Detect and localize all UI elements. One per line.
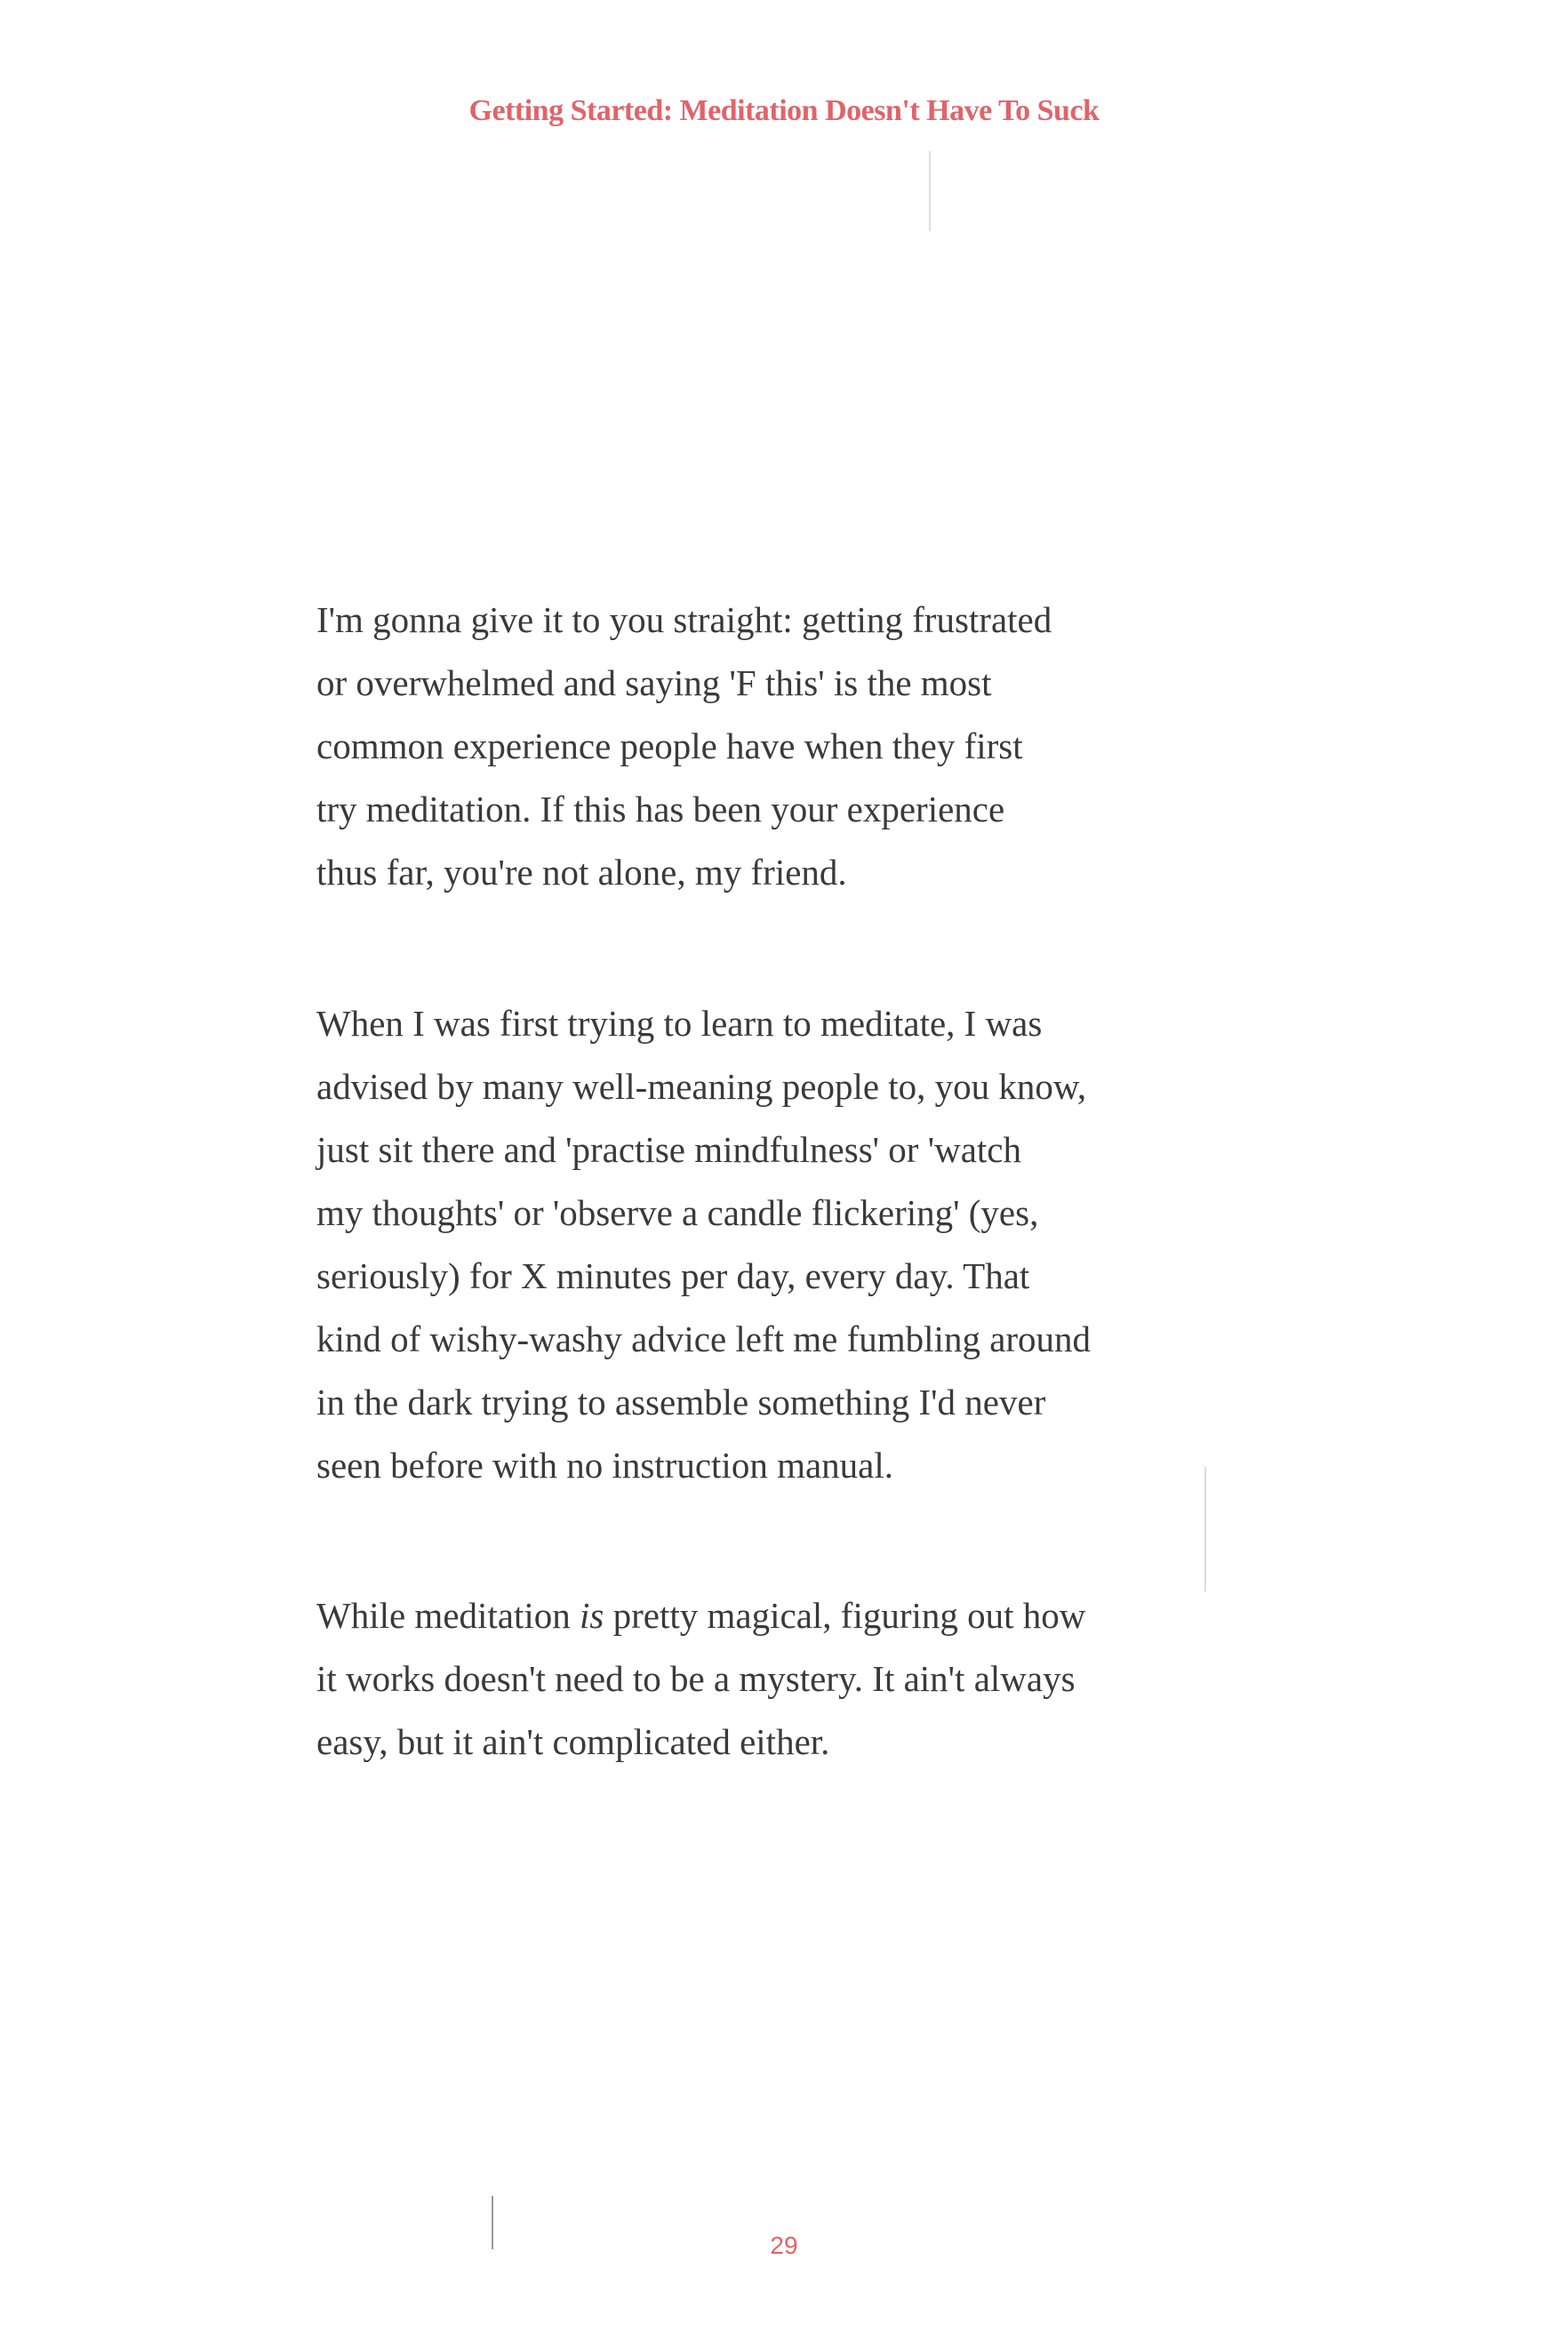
paragraph-1 (316, 589, 1052, 904)
emphasis-text: is (580, 1595, 604, 1636)
scan-artifact (492, 2196, 493, 2249)
text-segment: pretty magical, figuring out how (604, 1595, 1086, 1636)
text-line: common experience people have when they first (316, 725, 1023, 766)
text-line (316, 1584, 1085, 1647)
text-line: in the dark trying to assemble something I'd never (316, 1382, 1046, 1422)
text-line: easy, but it ain't complicated either. (316, 1721, 830, 1762)
paragraph-3 (316, 1584, 1085, 1774)
text-line: just sit there and 'practise mindfulness' or 'watch (316, 1129, 1021, 1170)
scan-artifact (929, 151, 931, 231)
paragraph-2 (316, 992, 1091, 1497)
text-line: advised by many well-meaning people to, you know, (316, 1066, 1087, 1107)
text-line: it works doesn't need to be a mystery. It ain't always (316, 1658, 1076, 1699)
running-header: Getting Started: Meditation Doesn't Have To Suck (468, 94, 1100, 127)
page-number: 29 (770, 2232, 798, 2259)
text-line: or overwhelmed and saying 'F this' is the most (316, 662, 992, 703)
text-line: seen before with no instruction manual. (316, 1445, 893, 1486)
text-line: I'm gonna give it to you straight: getting frustrated (316, 599, 1052, 640)
scan-artifact (1204, 1467, 1206, 1591)
text-line: When I was first trying to learn to meditate, I was (316, 1003, 1043, 1044)
text-line: my thoughts' or 'observe a candle flickering' (yes, (316, 1192, 1039, 1233)
text-line: seriously) for X minutes per day, every day. That (316, 1255, 1030, 1296)
text-line: kind of wishy-washy advice left me fumbling around (316, 1318, 1092, 1359)
text-line: try meditation. If this has been your experience (316, 789, 1005, 829)
text-segment: While meditation (316, 1595, 580, 1636)
text-line: thus far, you're not alone, my friend. (316, 852, 847, 893)
